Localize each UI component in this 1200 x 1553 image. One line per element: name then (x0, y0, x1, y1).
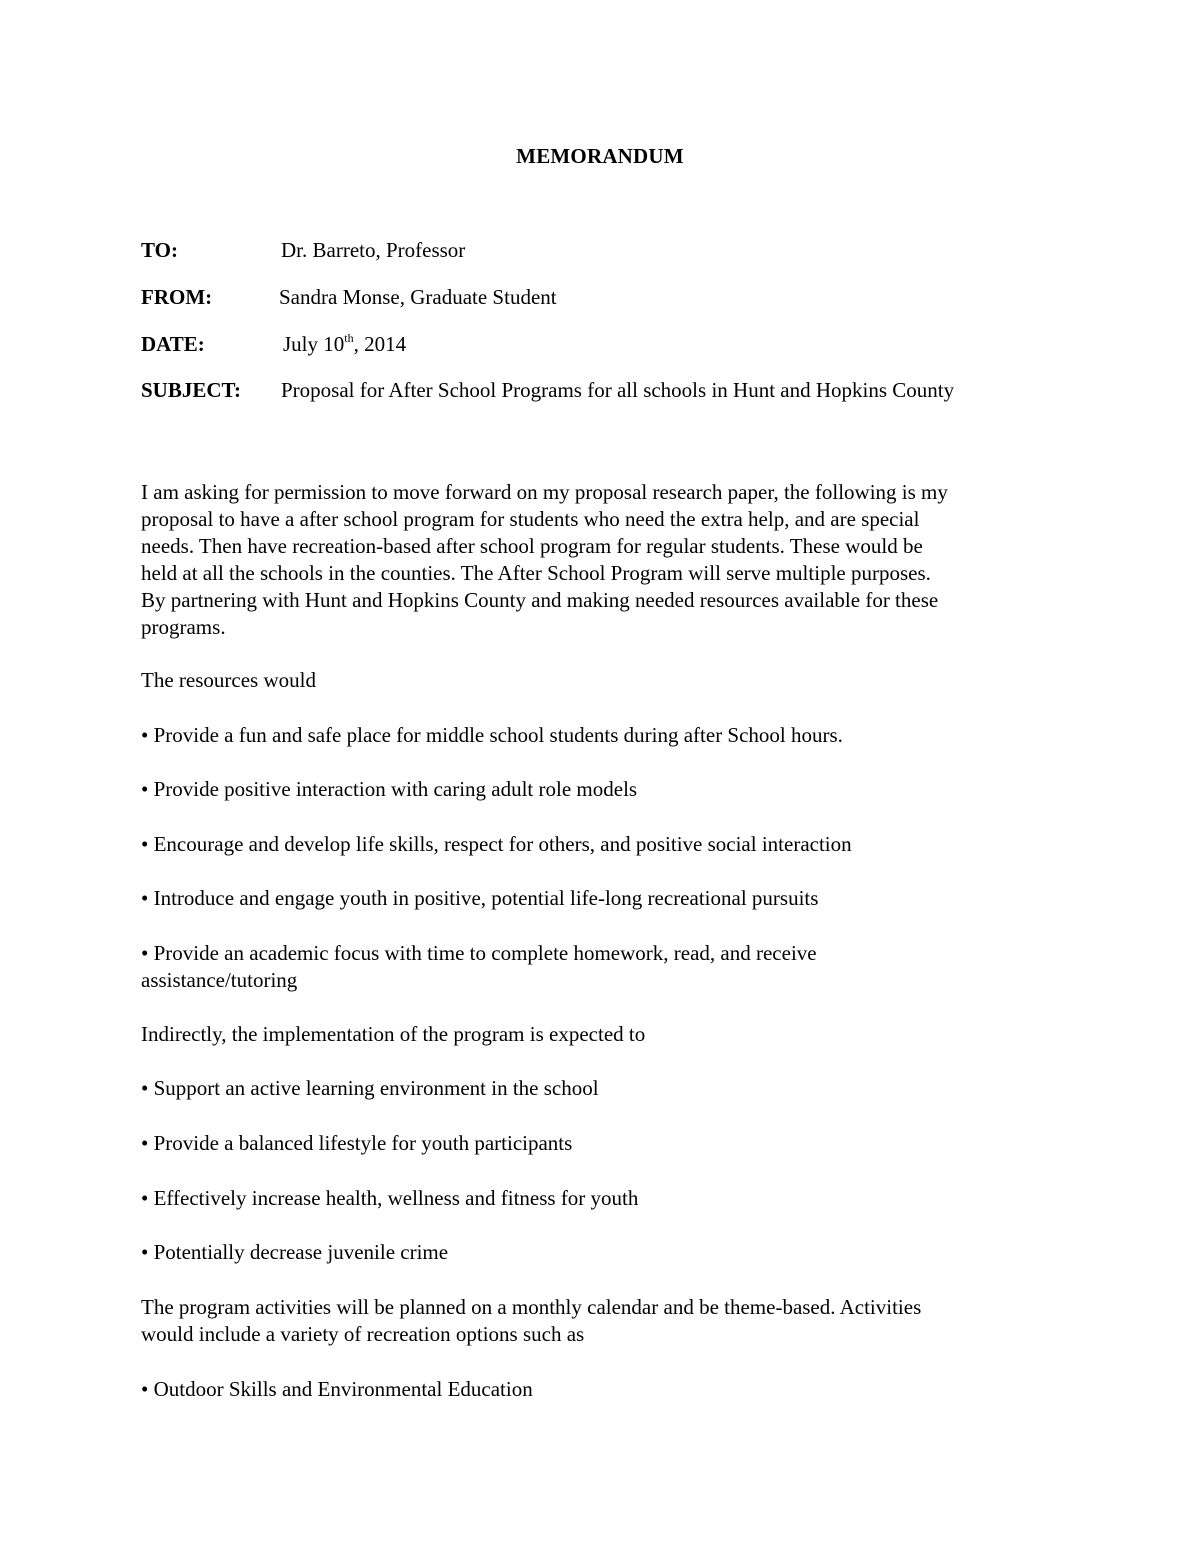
date-value (283, 331, 406, 357)
resources-heading: The resources would (141, 668, 316, 692)
from-value: Sandra Monse, Graduate Student (279, 285, 557, 309)
resource-item-continuation: assistance/tutoring (141, 968, 298, 992)
resource-item: • Encourage and develop life skills, respect for others, and positive social interaction (141, 832, 852, 856)
resource-item: • Provide a fun and safe place for middle school students during after School hours. (141, 723, 843, 747)
date-label: DATE: (141, 332, 205, 356)
activities-line: The program activities will be planned on a monthly calendar and be theme-based. Activities (141, 1295, 922, 1319)
indirect-item: • Effectively increase health, wellness and fitness for youth (141, 1186, 639, 1210)
intro-line: By partnering with Hunt and Hopkins County and making needed resources available for these (141, 588, 939, 612)
date-prefix: July 10 (283, 332, 345, 356)
activities-line: would include a variety of recreation options such as (141, 1322, 585, 1346)
intro-line: programs. (141, 615, 226, 639)
intro-line: I am asking for permission to move forward on my proposal research paper, the following is my (141, 480, 948, 504)
intro-line: proposal to have a after school program for students who need the extra help, and are special (141, 507, 920, 531)
indirect-item: • Potentially decrease juvenile crime (141, 1240, 449, 1264)
to-value: Dr. Barreto, Professor (281, 238, 466, 262)
activity-item: • Outdoor Skills and Environmental Education (141, 1377, 533, 1401)
resource-item: • Introduce and engage youth in positive, potential life-long recreational pursuits (141, 886, 819, 910)
intro-line: held at all the schools in the counties. The After School Program will serve multiple purposes. (141, 561, 931, 585)
date-superscript: th (344, 331, 354, 345)
from-label: FROM: (141, 285, 213, 309)
intro-line: needs. Then have recreation-based after school program for regular students. These would be (141, 534, 923, 558)
indirect-heading: Indirectly, the implementation of the program is expected to (141, 1022, 646, 1046)
activities-paragraph (141, 1294, 1071, 1348)
date-suffix: , 2014 (353, 332, 407, 356)
intro-paragraph (141, 479, 1071, 641)
subject-label: SUBJECT: (141, 378, 241, 402)
resource-item: • Provide an academic focus with time to complete homework, read, and receive (141, 941, 817, 965)
indirect-item: • Support an active learning environment in the school (141, 1076, 599, 1100)
indirect-item: • Provide a balanced lifestyle for youth participants (141, 1131, 573, 1155)
memo-title: MEMORANDUM (516, 144, 684, 168)
subject-value: Proposal for After School Programs for all schools in Hunt and Hopkins County (281, 378, 955, 402)
resource-item: • Provide positive interaction with caring adult role models (141, 777, 638, 801)
to-label: TO: (141, 238, 178, 262)
